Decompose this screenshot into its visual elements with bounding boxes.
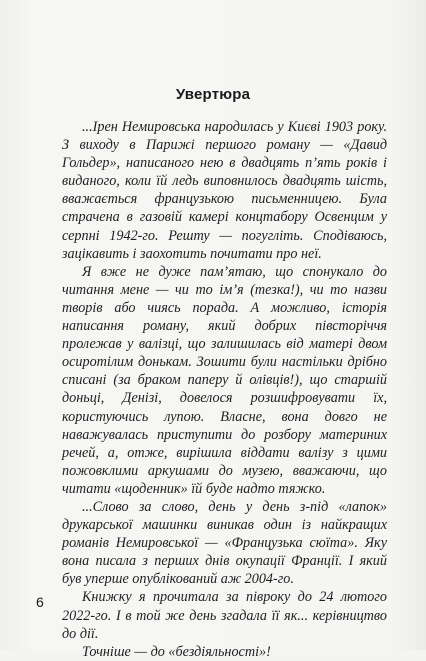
chapter-title: Увертюра <box>175 86 251 103</box>
paragraph: Я вже не дуже пам’ятаю, що спонукало до читання мене — чи то ім’я (тезка!), чи то назви творів або чиясь порада. А можливо, історія написання роману, який добрих півсторіччя пролежав у валізці, що залишилась від матері двом осиротілим донькам. Зошити були настільки дрібно списані (за браком паперу й олівців!), що старшій доньці, Денізі, довелося розшифровувати їх, користуючись лупою. Власне, вона довго не наважувалась приступити до розбору материних речей, а, отже, вирішила віддати валізу з цими пожовклими аркушами до музею, вважаючи, що читати «щоденник» їй буде надто тяжко. <box>62 263 387 497</box>
paragraph: ...Слово за слово, день у день з-під «лапок» друкарської машинки виникав один із найкращих романів Немировської — «Французька сюїта». Яку вона писала з перших днів окупації Франції. І який був уперше опублікований аж 2004-го. <box>62 498 387 588</box>
paragraph: Точніше — до «бездіяльності»! <box>82 643 271 660</box>
chapter-body <box>62 118 387 661</box>
page-number: 6 <box>36 594 44 610</box>
paragraph: ...Ірен Немировська народилась у Києві 1903 року. З виходу в Парижі першого роману — «Давид Гольдер», написаного нею в двадцять п’ять років і виданого, коли їй ледь виповнилось двадцять шість, вважається французькою письменницею. Була страчена в газовій камері концтабору Освенцим у серпні 1942-го. Решту — погугліть. Сподіваюсь, зацікавить і заохотить почитати про неї. <box>62 119 387 262</box>
paragraph: Книжку я прочитала за півроку до 24 лютого 2022-го. І в той же день згадала її як... керівництво до дії. <box>62 589 387 642</box>
